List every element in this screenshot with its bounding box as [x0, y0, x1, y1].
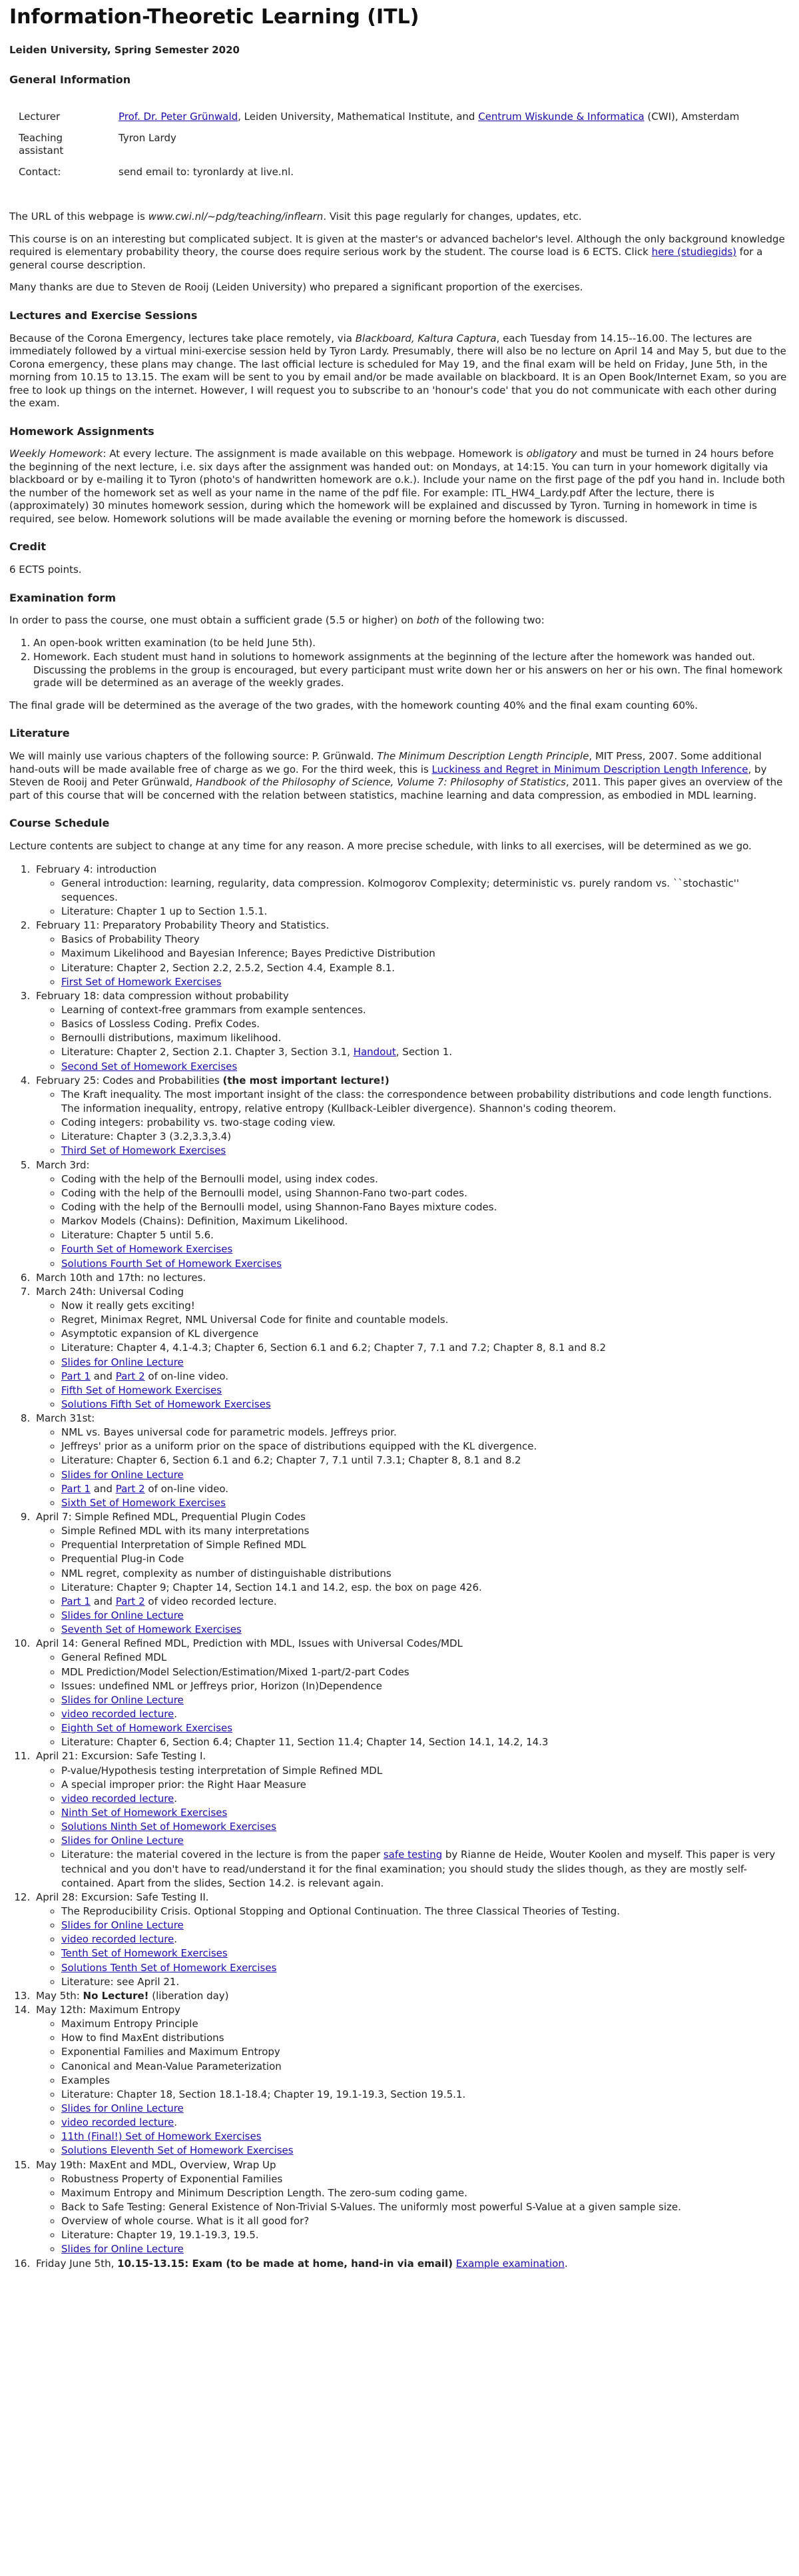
schedule-subitem: [61, 2102, 790, 2116]
schedule-subitem: [61, 1454, 790, 1468]
subitem-text: .: [174, 1708, 178, 1721]
schedule-subitem: [61, 1848, 790, 1890]
schedule-subitem: [61, 1792, 790, 1806]
subitem-text: Literature: Chapter 4, 4.1-4.3; Chapter 6, Section 6.1 and 6.2; Chapter 7, 7.1 and 7.2; Chapter 8, 8.1 and 8.2: [61, 1342, 607, 1354]
schedule-subitem: [61, 2144, 790, 2158]
subitem-text: Literature: Chapter 18, Section 18.1-18.4; Chapter 19, 19.1-19.3, Section 19.5.1.: [61, 2088, 466, 2100]
general-heading: General Information: [9, 73, 131, 86]
schedule-subitem: [61, 1975, 790, 1989]
schedule-subitem: [61, 1595, 790, 1609]
subitem-text: Simple Refined MDL with its many interpretations: [61, 1525, 310, 1537]
schedule-subitem: [61, 2116, 790, 2130]
thanks-paragraph: Many thanks are due to Steven de Rooij (Leiden University) who prepared a significant proportion of the exercises.: [9, 281, 583, 294]
schedule-subitem: [61, 1961, 790, 1975]
subitem-link[interactable]: Ninth Set of Homework Exercises: [61, 1807, 228, 1819]
subitem-text: by Rianne de Heide, Wouter Koolen and myself. This paper is very technical and you don't have to read/understand it for the final examination; you should study the slides though, as they are mostly self-contained. Apart from the slides, Section 14.2. is relevant again.: [61, 1849, 776, 1889]
subitem-link[interactable]: Part 2: [115, 1482, 145, 1495]
schedule-item-title: Friday June 5th,: [36, 2257, 118, 2270]
schedule-item-title: April 21: Excursion: Safe Testing I.: [36, 1750, 206, 1763]
schedule-subitem: [61, 1905, 790, 1919]
schedule-subitem: [61, 1946, 790, 1960]
page-subtitle: Leiden University, Spring Semester 2020: [9, 44, 240, 56]
subitem-text: .: [174, 1792, 178, 1805]
schedule-subitem: [61, 2214, 790, 2228]
schedule-subitem: [61, 1313, 790, 1327]
subitem-link[interactable]: Slides for Online Lecture: [61, 2243, 184, 2256]
final-grade-text: The final grade will be determined as the average of the two grades, with the homework counting 40% and the final exam counting 60%.: [9, 699, 698, 711]
lectures-paragraph: Because of the Corona Emergency, lectures take place remotely, via Blackboard, Kaltura Captura, each Tuesday from 14.15--16.00. The lectures are immediately followed by a virtual mini-exercise session held by Tyron Lardy. Presumably, there will also be no lecture on April 14 and May 5, but due to the Corona emergency, these plans may change. The last official lecture is scheduled for May 19, and the final exam will be held on Friday, June 5th, in the morning from 10.15 to 13.15. The exam will be sent to you by email and/or be made available on blackboard. It is an Open Book/Internet Exam, so you are free to look up things on the internet. However, I will request you to subscribe to an 'honour's code' that you do not communicate with each other during the exam.: [9, 332, 787, 410]
subitem-text: Maximum Likelihood and Bayesian Inference; Bayes Predictive Distribution: [61, 947, 435, 960]
ta-value: Tyron Lardy: [119, 131, 176, 144]
schedule-subitem: [61, 1567, 790, 1581]
ta-row: [15, 129, 746, 163]
schedule-subitem: [61, 1806, 790, 1820]
schedule-sublist: [36, 1651, 790, 1749]
subitem-text: of on-line video.: [144, 1370, 229, 1382]
schedule-subitem: [61, 1116, 790, 1130]
schedule-subitem: [61, 1045, 790, 1059]
schedule-item: [33, 2158, 790, 2257]
literature-heading: Literature: [9, 727, 70, 740]
subitem-link[interactable]: Slides for Online Lecture: [61, 1693, 184, 1706]
subitem-link[interactable]: video recorded lecture: [61, 1933, 174, 1946]
cwi-link[interactable]: Centrum Wiskunde & Informatica: [478, 111, 645, 123]
schedule-subitem: [61, 1060, 790, 1074]
schedule-item: [33, 1412, 790, 1510]
subitem-link[interactable]: video recorded lecture: [61, 2116, 174, 2129]
schedule-sublist: [36, 2172, 790, 2257]
schedule-item: [33, 1637, 790, 1749]
subitem-link[interactable]: Slides for Online Lecture: [61, 1919, 184, 1932]
page-url: www.cwi.nl/~pdg/teaching/inflearn: [148, 211, 324, 223]
schedule-sublist: [36, 1172, 790, 1271]
schedule-item-title: February 25: Codes and Probabilities: [36, 1074, 223, 1086]
subitem-link[interactable]: Tenth Set of Homework Exercises: [61, 1947, 228, 1960]
schedule-item: [33, 1285, 790, 1412]
schedule-subitem: [61, 1778, 790, 1792]
schedule-subitem: [61, 933, 790, 947]
schedule-subitem: [61, 1200, 790, 1214]
subitem-link[interactable]: Second Set of Homework Exercises: [61, 1060, 238, 1073]
lecturer-label: Lecturer: [19, 111, 61, 123]
subitem-text: The Kraft inequality. The most important insight of the class: the correspondence between probability distributions and code length functions. The information inequality, entropy, relative entropy (Kullback-Leibler divergence). Shannon's coding theorem.: [61, 1088, 772, 1114]
subitem-text: Exponential Families and Maximum Entropy: [61, 2046, 280, 2058]
subitem-text: Robustness Property of Exponential Families: [61, 2172, 283, 2185]
subitem-link[interactable]: Part 1: [61, 1595, 91, 1607]
subitem-text: Coding with the help of the Bernoulli model, using index codes.: [61, 1172, 378, 1185]
schedule-subitem: [61, 1482, 790, 1496]
schedule-subitem: [61, 1440, 790, 1454]
schedule-subitem: [61, 1651, 790, 1665]
subitem-text: Basics of Probability Theory: [61, 933, 200, 946]
schedule-item-title: May 12th: Maximum Entropy: [36, 2003, 181, 2016]
schedule-sublist: [36, 1764, 790, 1891]
schedule-item-title: March 3rd:: [36, 1158, 90, 1171]
schedule-subitem: [61, 1088, 790, 1116]
subitem-text: Literature: Chapter 3 (3.2,3.3,3.4): [61, 1130, 232, 1143]
subitem-link[interactable]: Seventh Set of Homework Exercises: [61, 1623, 242, 1636]
exam-heading: Examination form: [9, 591, 116, 604]
subitem-text: of video recorded lecture.: [144, 1595, 277, 1607]
schedule-subitem: [61, 2242, 790, 2256]
schedule-item-title: February 18: data compression without probability: [36, 989, 289, 1002]
subitem-text: of on-line video.: [144, 1482, 229, 1495]
schedule-subitem: [61, 1003, 790, 1017]
subitem-link[interactable]: Solutions Ninth Set of Homework Exercises: [61, 1821, 276, 1833]
subitem-text: Literature: Chapter 5 until 5.6.: [61, 1229, 214, 1242]
schedule-subitem: [61, 1496, 790, 1510]
subitem-text: Literature: Chapter 2, Section 2.2, 2.5.2, Section 4.4, Example 8.1.: [61, 961, 396, 974]
schedule-item-title: April 7: Simple Refined MDL, Prequential Plugin Codes: [36, 1511, 306, 1523]
schedule-subitem: [61, 1468, 790, 1482]
subitem-text: The Reproducibility Crisis. Optional Stopping and Optional Continuation. The three Classical Theories of Testing.: [61, 1905, 621, 1917]
subitem-text: and: [90, 1370, 116, 1382]
subitem-text: Bernoulli distributions, maximum likelihood.: [61, 1032, 282, 1045]
subitem-link[interactable]: Handout: [353, 1046, 396, 1059]
schedule-sublist: [36, 1524, 790, 1637]
subitem-link[interactable]: Part 1: [61, 1482, 91, 1495]
subitem-text: General introduction: learning, regularity, data compression. Kolmogorov Complexity; deterministic vs. purely random vs. ``stochastic'' sequences.: [61, 877, 739, 903]
schedule-item-title: April 28: Excursion: Safe Testing II.: [36, 1891, 209, 1903]
exam-list: [9, 637, 790, 690]
schedule-subitem: [61, 961, 790, 975]
example-exam-link[interactable]: Example examination: [455, 2257, 565, 2270]
schedule-subitem: [61, 2172, 790, 2186]
schedule-subitem: [61, 2186, 790, 2200]
subitem-text: and: [90, 1595, 116, 1607]
ta-label: Teaching assistant: [19, 131, 64, 157]
schedule-subitem: [61, 1693, 790, 1707]
schedule-sublist: [36, 1088, 790, 1158]
homework-heading: Homework Assignments: [9, 424, 154, 438]
lecturer-link[interactable]: Prof. Dr. Peter Grünwald: [119, 111, 238, 123]
schedule-subitem: [61, 1721, 790, 1735]
schedule-item: [33, 863, 790, 919]
schedule-item-emphasis: 10.15-13.15: Exam (to be made at home, hand-in via email): [117, 2257, 453, 2270]
schedule-subitem: [61, 2200, 790, 2214]
subitem-link[interactable]: Fourth Set of Homework Exercises: [61, 1243, 233, 1256]
subitem-text: Prequential Plug-in Code: [61, 1553, 184, 1565]
subitem-text: Regret, Minimax Regret, NML Universal Code for finite and countable models.: [61, 1314, 449, 1326]
subitem-text: Markov Models (Chains): Definition, Maximum Likelihood.: [61, 1215, 348, 1228]
subitem-text: Literature: see April 21.: [61, 1975, 180, 1988]
credit-text: 6 ECTS points.: [9, 564, 82, 576]
homework-paragraph: Weekly Homework: At every lecture. The assignment is made available on this webpage. Homework is obligatory and must be turned in 24 hours before the beginning of the next lecture, i.e. six days after the assignment was handed out: on Mondays, at 14:15. You can turn in your homework digitally via blackboard or by e-mailing it to Tyron (photo's of handwritten homework are o.k.). Include your name on the first page of the pdf you hand in. Include both the number of the homework set as well as your name in the name of the pdf file. For example: ITL_HW4_Lardy.pdf After the lecture, there is (approximately) 30 minutes homework session, during which the homework will be explained and discussed by Tyron. Turning in homework in time is required, see below. Homework solutions will be made available the evening or morning before the homework is discussed.: [9, 448, 785, 525]
subitem-text: P-value/Hypothesis testing interpretation of Simple Refined MDL: [61, 1764, 383, 1777]
subitem-text: Back to Safe Testing: General Existence of Non-Trivial S-Values. The uniformly most powerful S-Value at a given sample size.: [61, 2200, 681, 2213]
schedule-subitem: [61, 1919, 790, 1932]
subitem-text: .: [174, 1933, 178, 1946]
exam-intro: In order to pass the course, one must obtain a sufficient grade (5.5 or higher) on both of the following two:: [9, 614, 545, 627]
schedule-item-title: May 19th: MaxEnt and MDL, Overview, Wrap Up: [36, 2158, 276, 2171]
subitem-text: Literature: Chapter 6, Section 6.1 and 6.2; Chapter 7, 7.1 until 7.3.1; Chapter 8, 8.1 and 8.2: [61, 1454, 521, 1467]
schedule-subitem: [61, 1130, 790, 1144]
schedule-subitem: [61, 1609, 790, 1623]
schedule-subitem: [61, 1214, 790, 1228]
schedule-subitem: [61, 1186, 790, 1200]
schedule-heading: Course Schedule: [9, 817, 110, 830]
schedule-item: [33, 1510, 790, 1637]
schedule-subitem: [61, 1370, 790, 1384]
subitem-link[interactable]: Solutions Tenth Set of Homework Exercises: [61, 1961, 277, 1974]
subitem-text: Literature: Chapter 1 up to Section 1.5.1.: [61, 905, 268, 917]
schedule-item-title: April 14: General Refined MDL, Prediction with MDL, Issues with Universal Codes/MDL: [36, 1637, 463, 1650]
schedule-subitem: [61, 1398, 790, 1412]
schedule-sublist: [36, 1299, 790, 1412]
schedule-item: [33, 989, 790, 1074]
subitem-link[interactable]: Part 2: [115, 1595, 145, 1607]
subitem-link[interactable]: First Set of Homework Exercises: [61, 975, 222, 988]
contact-row: [15, 163, 746, 185]
lecturer-row: Lecturer Prof. Dr. Peter Grünwald, Leiden University, Mathematical Institute, and Centrum Wiskunde & Informatica (CWI), Amsterdam: [15, 108, 746, 129]
url-paragraph: The URL of this webpage is www.cwi.nl/~pdg/teaching/inflearn. Visit this page regularly for changes, updates, etc.: [9, 211, 582, 223]
schedule-subitem: [61, 1623, 790, 1637]
subitem-link[interactable]: Part 2: [115, 1370, 145, 1382]
schedule-subitem: [61, 1384, 790, 1398]
schedule-item-emphasis: (the most important lecture!): [222, 1074, 390, 1086]
schedule-subitem: [61, 1538, 790, 1552]
schedule-subitem: [61, 877, 790, 905]
subitem-link[interactable]: Third Set of Homework Exercises: [61, 1144, 226, 1157]
schedule-subitem: [61, 1764, 790, 1778]
subitem-link[interactable]: Part 1: [61, 1370, 91, 1382]
schedule-subitem: [61, 1299, 790, 1313]
schedule-subitem: [61, 1257, 790, 1271]
contact-value: send email to: tyronlardy at live.nl.: [119, 165, 294, 178]
subitem-link[interactable]: Eighth Set of Homework Exercises: [61, 1722, 233, 1735]
schedule-subitem: [61, 1932, 790, 1946]
literature-paragraph: We will mainly use various chapters of the following source: P. Grünwald. The Minimum Description Length Principle, MIT Press, 2007. Some additional hand-outs will be made available free of charge as we go. For the third week, this is Luckiness and Regret in Minimum Description Length Inference, by Steven de Rooij and Peter Grünwald, Handbook of the Philosophy of Science, Volume 7: Philosophy of Statistics, 2011. This paper gives an overview of the part of this course that will be concerned with the relation between statistics, machine learning and data compression, as embodied in MDL learning.: [9, 750, 783, 801]
schedule-subitem: [61, 1834, 790, 1848]
schedule-subitem: [61, 905, 790, 919]
subitem-link[interactable]: 11th (Final!) Set of Homework Exercises: [61, 2130, 262, 2143]
schedule-subitem: [61, 1707, 790, 1721]
schedule-item-title: March 10th and 17th: no lectures.: [36, 1271, 206, 1284]
schedule-subitem: [61, 1356, 790, 1370]
schedule-sublist: [36, 933, 790, 989]
schedule-subitem: [61, 2228, 790, 2242]
subitem-text: Asymptotic expansion of KL divergence: [61, 1328, 259, 1340]
subitem-text: Learning of context-free grammars from example sentences.: [61, 1003, 366, 1016]
studiegids-link[interactable]: here (studiegids): [651, 246, 737, 258]
schedule-item-title: February 11: Preparatory Probability Theory and Statistics.: [36, 919, 330, 932]
course-paragraph: This course is on an interesting but complicated subject. It is given at the master's or advanced bachelor's level. Although the only background knowledge required is elementary probability theory, the course does require serious work by the student. The course load is 6 ECTS. Click here (studiegids) for a general course description.: [9, 232, 785, 271]
subitem-text: NML regret, complexity as number of distinguishable distributions: [61, 1567, 392, 1579]
subitem-link[interactable]: Solutions Fourth Set of Homework Exercises: [61, 1257, 282, 1270]
subitem-text: Prequential Interpretation of Simple Refined MDL: [61, 1539, 306, 1551]
subitem-link[interactable]: Solutions Eleventh Set of Homework Exercises: [61, 2144, 294, 2157]
subitem-text: Coding with the help of the Bernoulli model, using Shannon-Fano Bayes mixture codes.: [61, 1200, 497, 1213]
subitem-text: MDL Prediction/Model Selection/Estimation/Mixed 1-part/2-part Codes: [61, 1665, 409, 1678]
exam-item: 1. An open-book written examination (to be held June 5th).: [33, 637, 790, 650]
subitem-text: Now it really gets exciting!: [61, 1299, 195, 1312]
schedule-sublist: [36, 1003, 790, 1074]
subitem-text: Overview of whole course. What is it all good for?: [61, 2215, 310, 2228]
subitem-text: Literature: the material covered in the lecture is from the paper: [61, 1849, 384, 1861]
subitem-link[interactable]: Slides for Online Lecture: [61, 1609, 184, 1622]
schedule-subitem: [61, 1172, 790, 1186]
subitem-text: , Section 1.: [396, 1046, 453, 1059]
subitem-link[interactable]: Slides for Online Lecture: [61, 2102, 184, 2114]
luckiness-paper-link[interactable]: Luckiness and Regret in Minimum Description Length Inference: [431, 763, 748, 775]
schedule-sublist: [36, 2017, 790, 2158]
subitem-text: .: [174, 2116, 178, 2129]
subitem-link[interactable]: Fifth Set of Homework Exercises: [61, 1384, 222, 1396]
schedule-list: [9, 863, 790, 2271]
schedule-subitem: [61, 2031, 790, 2045]
schedule-item-title: March 31st:: [36, 1412, 95, 1425]
schedule-item-title: May 5th:: [36, 1989, 83, 2002]
exam-item: 2. Homework. Each student must hand in solutions to homework assignments at the beginning of the lecture after the homework was handed out. Discussing the problems in the group is encouraged, but every participant must write down her or his answers on her or his own. The final homework grade will be determined as an average of the weekly grades.: [33, 651, 790, 690]
schedule-subitem: [61, 1581, 790, 1595]
subitem-link[interactable]: video recorded lecture: [61, 1708, 174, 1721]
subitem-text: Maximum Entropy and Minimum Description Length. The zero-sum coding game.: [61, 2186, 467, 2199]
subitem-text: A special improper prior: the Right Haar Measure: [61, 1778, 306, 1791]
schedule-subitem: [61, 1327, 790, 1341]
schedule-subitem: [61, 1820, 790, 1834]
schedule-subitem: [61, 2017, 790, 2031]
schedule-item-title: February 4: introduction: [36, 863, 157, 875]
schedule-subitem: [61, 2088, 790, 2102]
schedule-subitem: [61, 947, 790, 961]
subitem-text: Issues: undefined NML or Jeffreys prior, Horizon (In)Dependence: [61, 1679, 382, 1692]
schedule-subitem: [61, 975, 790, 989]
subitem-link[interactable]: Sixth Set of Homework Exercises: [61, 1496, 226, 1509]
schedule-item: [33, 2003, 790, 2158]
schedule-subitem: [61, 1228, 790, 1242]
schedule-item: [33, 1989, 790, 2003]
info-table: [15, 108, 746, 184]
subitem-text: Literature: Chapter 6, Section 6.4; Chapter 11, Section 11.4; Chapter 14, Section 14.1, 14.2, 14.3: [61, 1736, 549, 1749]
schedule-item: [33, 1074, 790, 1158]
schedule-sublist: [36, 1905, 790, 1989]
schedule-item: [33, 1891, 790, 1989]
subitem-text: Canonical and Mean-Value Parameterization: [61, 2060, 282, 2072]
schedule-subitem: [61, 1735, 790, 1749]
subitem-link[interactable]: Slides for Online Lecture: [61, 1356, 184, 1368]
contact-label: Contact:: [19, 165, 61, 178]
schedule-subitem: [61, 1144, 790, 1158]
lectures-heading: Lectures and Exercise Sessions: [9, 308, 198, 322]
subitem-text: Coding integers: probability vs. two-stage coding view.: [61, 1116, 336, 1129]
schedule-subitem: [61, 1552, 790, 1566]
schedule-item-note: .: [564, 2257, 568, 2270]
schedule-item-emphasis: No Lecture!: [83, 1989, 149, 2002]
subitem-text: General Refined MDL: [61, 1651, 167, 1664]
schedule-item-note: (liberation day): [148, 1989, 229, 2002]
subitem-text: Maximum Entropy Principle: [61, 2018, 198, 2030]
schedule-subitem: [61, 1242, 790, 1256]
schedule-subitem: [61, 1524, 790, 1538]
schedule-sublist: [36, 877, 790, 919]
subitem-link[interactable]: Slides for Online Lecture: [61, 1835, 184, 1847]
schedule-item: [33, 1158, 790, 1271]
schedule-subitem: [61, 1341, 790, 1355]
schedule-sublist: [36, 1426, 790, 1510]
subitem-text: Literature: Chapter 9; Chapter 14, Section 14.1 and 14.2, esp. the box on page 426.: [61, 1581, 482, 1593]
credit-heading: Credit: [9, 540, 47, 554]
subitem-text: and: [90, 1482, 116, 1495]
schedule-subitem: [61, 1665, 790, 1679]
subitem-link[interactable]: video recorded lecture: [61, 1792, 174, 1805]
schedule-item: [33, 2257, 790, 2271]
subitem-text: Examples: [61, 2074, 110, 2086]
schedule-subitem: [61, 2060, 790, 2074]
schedule-item: [33, 919, 790, 989]
subitem-text: Jeffreys' prior as a uniform prior on the space of distributions equipped with the KL divergence.: [61, 1440, 537, 1453]
subitem-text: How to find MaxEnt distributions: [61, 2032, 224, 2044]
schedule-subitem: [61, 2045, 790, 2059]
page-title: Information-Theoretic Learning (ITL): [9, 5, 419, 29]
subitem-text: Literature: Chapter 19, 19.1-19.3, 19.5.: [61, 2229, 259, 2242]
subitem-text: Basics of Lossless Coding. Prefix Codes.: [61, 1018, 260, 1031]
subitem-text: NML vs. Bayes universal code for parametric models. Jeffreys prior.: [61, 1426, 397, 1439]
subitem-text: Coding with the help of the Bernoulli model, using Shannon-Fano two-part codes.: [61, 1186, 467, 1199]
schedule-subitem: [61, 1031, 790, 1045]
schedule-item: [33, 1271, 790, 1285]
schedule-subitem: [61, 1679, 790, 1693]
subitem-link[interactable]: safe testing: [383, 1849, 443, 1861]
subitem-text: Literature: Chapter 2, Section 2.1. Chapter 3, Section 3.1,: [61, 1046, 354, 1059]
schedule-subitem: [61, 1426, 790, 1440]
schedule-item: [33, 1749, 790, 1890]
schedule-subitem: [61, 1017, 790, 1031]
schedule-intro: Lecture contents are subject to change at any time for any reason. A more precise schedule, with links to all exercises, will be determined as we go.: [9, 840, 752, 853]
schedule-subitem: [61, 2130, 790, 2144]
subitem-link[interactable]: Slides for Online Lecture: [61, 1468, 184, 1481]
subitem-link[interactable]: Solutions Fifth Set of Homework Exercises: [61, 1398, 271, 1410]
schedule-subitem: [61, 2074, 790, 2088]
schedule-item-title: March 24th: Universal Coding: [36, 1285, 184, 1298]
